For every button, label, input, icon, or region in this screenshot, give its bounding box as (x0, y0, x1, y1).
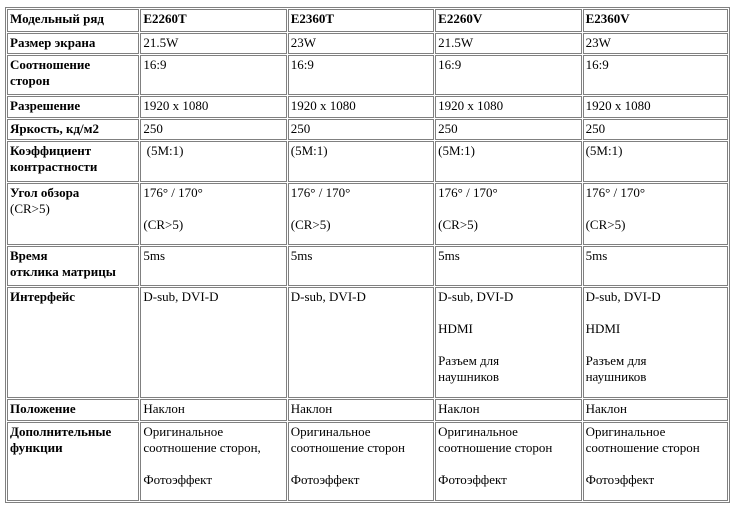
value-cell (435, 422, 581, 501)
value-text: Оригинальное (438, 424, 518, 439)
row-label-cell (7, 183, 139, 245)
value-text: D-sub, DVI-D (290, 289, 366, 304)
model-cell (583, 9, 728, 32)
value-cell (288, 119, 434, 140)
row-label: отклика матрицы (10, 264, 116, 279)
value-cell (140, 287, 286, 398)
value-text: 21.5W (143, 35, 179, 50)
row-extra-functions (7, 422, 728, 501)
value-text: 250 (290, 121, 311, 136)
value-text: HDMI (585, 321, 621, 336)
value-text: Фотоэффект (143, 472, 212, 487)
value-text: 5ms (585, 248, 608, 263)
value-cell (583, 246, 728, 286)
value-cell (435, 55, 581, 95)
value-cell (583, 141, 728, 182)
value-text: (5M:1) (143, 143, 184, 158)
value-text: Разъем для (438, 353, 500, 368)
value-text: 16:9 (290, 57, 314, 72)
value-text: Фотоэффект (585, 472, 655, 487)
value-cell (583, 96, 728, 118)
value-cell (140, 246, 286, 286)
row-label-cell (7, 399, 139, 421)
value-cell (288, 55, 434, 95)
value-cell (435, 399, 581, 421)
value-cell (140, 55, 286, 95)
header-label: Модельный ряд (10, 11, 104, 26)
value-text: 16:9 (438, 57, 462, 72)
value-cell (435, 141, 581, 182)
row-label: функции (10, 440, 63, 455)
value-text: 176° / 170° (143, 185, 203, 200)
value-cell (583, 287, 728, 398)
value-text: D-sub, DVI-D (438, 289, 514, 304)
value-text: D-sub, DVI-D (585, 289, 661, 304)
value-cell (288, 141, 434, 182)
value-text: (CR>5) (585, 217, 626, 232)
value-cell (140, 119, 286, 140)
row-label-cell (7, 246, 139, 286)
value-cell (288, 246, 434, 286)
row-interface (7, 287, 728, 398)
value-cell (140, 399, 286, 421)
value-text: (5M:1) (585, 143, 623, 158)
model-cell (288, 9, 434, 32)
value-cell (435, 33, 581, 54)
model-cell (140, 9, 286, 32)
value-text: 1920 x 1080 (438, 98, 504, 113)
value-text: (5M:1) (290, 143, 328, 158)
value-cell (140, 96, 286, 118)
value-cell (435, 119, 581, 140)
value-text: (CR>5) (143, 217, 184, 232)
value-text: Оригинальное (290, 424, 371, 439)
value-text: Фотоэффект (290, 472, 360, 487)
value-cell (140, 33, 286, 54)
value-text: 23W (290, 35, 317, 50)
row-label-cell (7, 119, 139, 140)
value-cell (583, 33, 728, 54)
value-text: 176° / 170° (290, 185, 351, 200)
value-text: 1920 x 1080 (143, 98, 209, 113)
value-cell (140, 422, 286, 501)
value-text: Наклон (585, 401, 627, 416)
model-cell (435, 9, 581, 32)
value-cell (435, 96, 581, 118)
value-cell (583, 55, 728, 95)
value-text: Разъем для (585, 353, 647, 368)
row-label-cell (7, 96, 139, 118)
row-label-cell (7, 287, 139, 398)
value-text: наушников (585, 369, 647, 384)
value-text: Наклон (290, 401, 333, 416)
value-cell (288, 33, 434, 54)
value-text: Оригинальное (585, 424, 666, 439)
model-name: E2260T (143, 11, 187, 26)
row-label: сторон (10, 73, 50, 88)
value-text: 16:9 (585, 57, 609, 72)
row-label: контрастности (10, 159, 98, 174)
row-brightness (7, 119, 728, 140)
row-label: Размер экрана (10, 35, 96, 50)
value-cell (583, 399, 728, 421)
value-text: (CR>5) (438, 217, 479, 232)
value-text: (CR>5) (290, 217, 331, 232)
value-text: HDMI (438, 321, 473, 336)
value-text: 250 (438, 121, 458, 136)
value-text: 23W (585, 35, 611, 50)
row-label: Интерфейс (10, 289, 76, 304)
value-text: 250 (585, 121, 606, 136)
value-cell (140, 141, 286, 182)
value-text: Наклон (438, 401, 480, 416)
value-text: 250 (143, 121, 163, 136)
value-text: соотношение сторон, (143, 440, 261, 455)
row-label: Яркость, кд/м2 (10, 121, 100, 136)
model-name: E2260V (438, 11, 483, 26)
value-text: 21.5W (438, 35, 474, 50)
row-resolution (7, 96, 728, 118)
row-label-cell (7, 55, 139, 95)
header-label-cell (7, 9, 139, 32)
value-cell (583, 119, 728, 140)
value-cell (435, 246, 581, 286)
value-text: Оригинальное (143, 424, 224, 439)
value-cell (583, 183, 728, 245)
row-label: Дополнительные (10, 424, 112, 439)
value-text: (5M:1) (438, 143, 476, 158)
row-label: Разрешение (10, 98, 81, 113)
model-name: E2360V (585, 11, 630, 26)
header-row (7, 9, 728, 32)
row-aspect-ratio (7, 55, 728, 95)
value-cell (288, 399, 434, 421)
value-text: 5ms (290, 248, 313, 263)
value-cell (435, 183, 581, 245)
value-text: D-sub, DVI-D (143, 289, 219, 304)
row-response-time (7, 246, 728, 286)
value-text: соотношение сторон (290, 440, 405, 455)
row-label: Соотношение (10, 57, 91, 72)
value-text: наушников (438, 369, 499, 384)
value-text: 176° / 170° (438, 185, 498, 200)
row-viewing-angle (7, 183, 728, 245)
row-contrast (7, 141, 728, 182)
value-text: соотношение сторон (585, 440, 700, 455)
value-text: 176° / 170° (585, 185, 646, 200)
value-cell (435, 287, 581, 398)
row-label-cell (7, 141, 139, 182)
row-label: (CR>5) (10, 201, 50, 216)
model-name: E2360T (290, 11, 335, 26)
value-cell (288, 422, 434, 501)
value-text: Фотоэффект (438, 472, 507, 487)
row-label: Коэффициент (10, 143, 92, 158)
row-label: Положение (10, 401, 76, 416)
value-cell (583, 422, 728, 501)
value-cell (288, 183, 434, 245)
value-text: 16:9 (143, 57, 167, 72)
row-label-cell (7, 422, 139, 501)
row-screen-size (7, 33, 728, 54)
value-text: 1920 x 1080 (290, 98, 356, 113)
value-cell (140, 183, 286, 245)
value-text: 5ms (438, 248, 460, 263)
row-label: Время (10, 248, 48, 263)
value-text: соотношение сторон (438, 440, 553, 455)
row-position (7, 399, 728, 421)
spec-table (5, 7, 730, 503)
row-label-cell (7, 33, 139, 54)
value-cell (288, 96, 434, 118)
value-cell (288, 287, 434, 398)
value-text: 1920 x 1080 (585, 98, 651, 113)
value-text: 5ms (143, 248, 166, 263)
value-text: Наклон (143, 401, 185, 416)
row-label: Угол обзора (10, 185, 80, 200)
